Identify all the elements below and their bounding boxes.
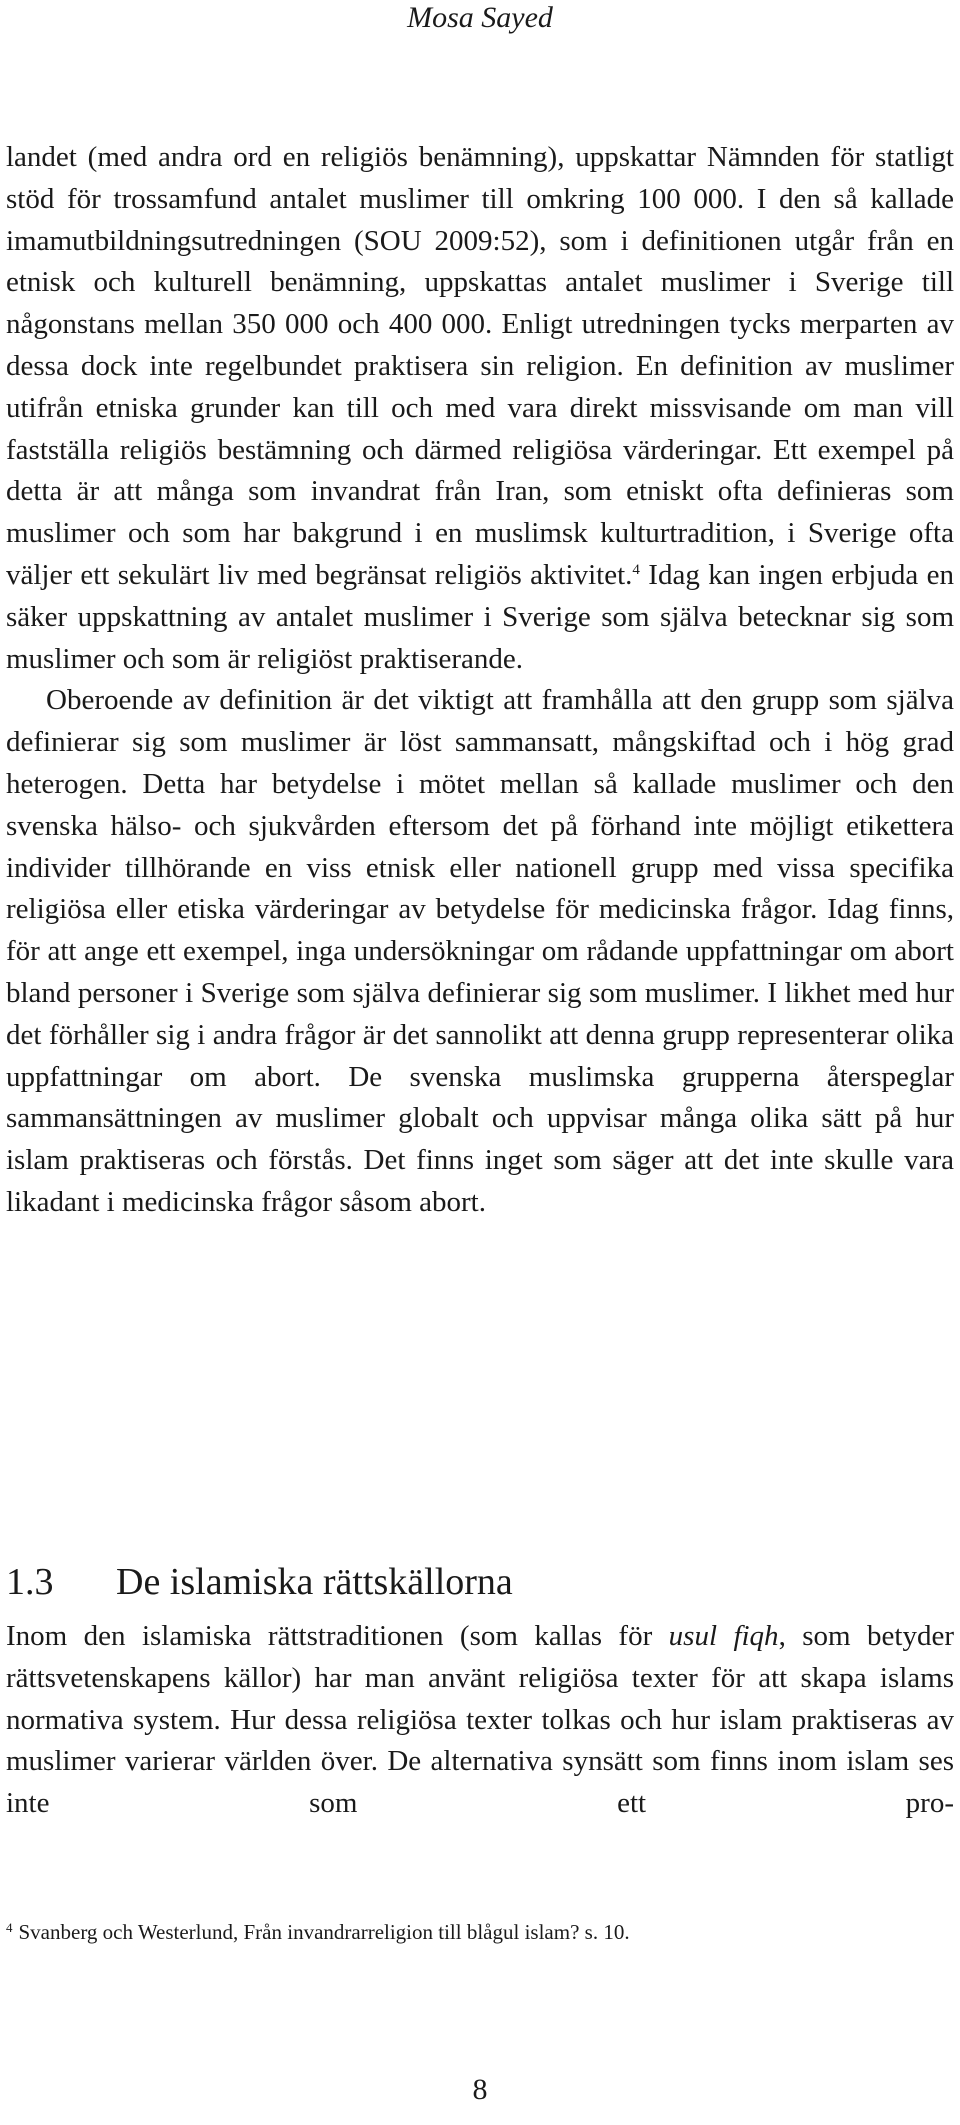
footnote (6, 1918, 954, 1946)
paragraph-1-text: landet (med andra ord en religiös benämning), uppskattar Nämnden för statligt stöd för trossamfund antalet muslimer till omkring 100 000. I den så kallade imamutbildningsutredningen (SOU 2009:52), som i definitionen utgår från en etnisk och kulturell benämning, uppskattas antalet muslimer i Sverige till någonstans mellan 350 000 och 400 000. Enligt utredningen tycks merparten av dessa dock inte regelbundet praktisera sin religion. En definition av muslimer utifrån etniska grunder kan till och med vara direkt missvisande om man vill fastställa religiös bestämning och därmed religiösa värderingar. Ett exempel på detta är att många som invandrat från Iran, som etniskt ofta definieras som muslimer och som har bakgrund i en muslimsk kulturtradition, i Sverige ofta väljer ett sekulärt liv med begränsat religiös aktivitet. (6, 141, 954, 591)
footnote-reference[interactable]: 4 (632, 561, 640, 578)
section-paragraph-text-continued: , som betyder rättsvetenskapens källor) har man använt religiösa texter för att skapa islams normativa system. Hur dessa religiösa texter tolkas och hur islam praktiseras av muslimer varierar världen över. De alternativa synsätt som finns inom islam ses inte som ett pro- (6, 1620, 954, 1820)
running-head-author: Mosa Sayed (407, 1, 553, 34)
section-paragraph (6, 1616, 954, 1825)
paragraph-1-text-continued: Idag kan ingen erbjuda en säker uppskattning av antalet muslimer i Sverige som själva betecknar sig som muslimer och som är religiöst praktiserande. (6, 558, 954, 675)
section-number: 1.3 (6, 1561, 54, 1603)
section-paragraph-text: Inom den islamiska rättstraditionen (som kallas för (6, 1620, 669, 1652)
italic-term: usul fiqh (668, 1620, 779, 1652)
footnote-text: Svanberg och Westerlund, Från invandrarreligion till blågul islam? s. 10. (18, 1920, 630, 1944)
section-title: De islamiska rättskällorna (116, 1561, 513, 1603)
section-heading (6, 1560, 954, 1604)
paragraph-2: Oberoende av definition är det viktigt att framhålla att den grupp som själva definierar sig som muslimer är löst sammansatt, mångskiftad och i hög grad heterogen. Detta har betydelse i mötet mellan så kallade muslimer och den svenska hälso- och sjukvården eftersom det på förhand inte möjligt etikettera individer tillhörande en viss etnisk eller nationell grupp med vissa specifika religiösa eller etiska värderingar av betydelse för medicinska frågor. Idag finns, för att ange ett exempel, inga undersökningar om rådande uppfattningar om abort bland personer i Sverige som själva definierar sig som muslimer. I likhet med hur det förhåller sig i andra frågor är det sannolikt att denna grupp representerar olika uppfattningar om abort. De svenska muslimska grupperna återspeglar sammansättningen av muslimer globalt och uppvisar många olika sätt på hur islam praktiseras och förstås. Det finns inget som säger att det inte skulle vara likadant i medicinska frågor såsom abort. (6, 684, 954, 1218)
body-text (6, 137, 954, 1224)
page-number: 8 (472, 2073, 488, 2106)
paragraph-1 (6, 137, 954, 680)
footnote-number: 4 (6, 1920, 13, 1935)
section-body (6, 1616, 954, 1825)
